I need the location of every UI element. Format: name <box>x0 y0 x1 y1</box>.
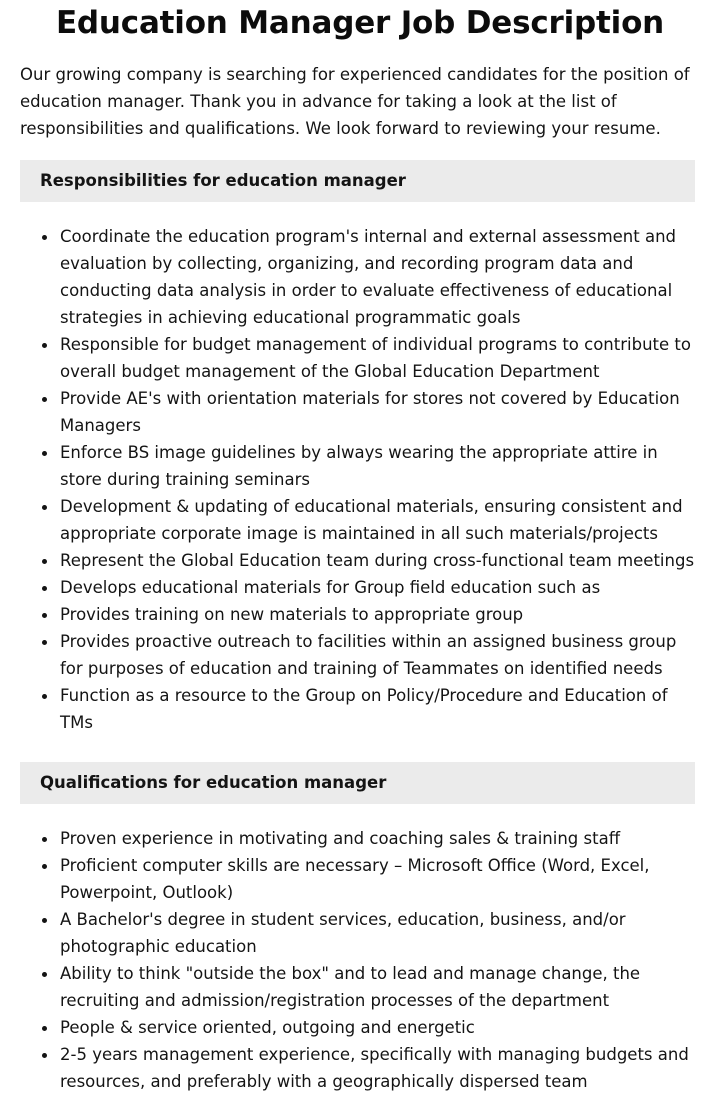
intro-paragraph: Our growing company is searching for experienced candidates for the position of education manager. Thank you in advance for taking a look at the list of responsibilities and qualifications. We look forward to reviewing your resume. <box>20 65 690 138</box>
responsibility-item: Function as a resource to the Group on Policy/Procedure and Education of TMs <box>60 682 696 736</box>
responsibilities-list <box>0 223 720 736</box>
qualification-item: Ability to think "outside the box" and to lead and manage change, the recruiting and admission/registration processes of the department <box>60 960 696 1014</box>
qualification-item: A Bachelor's degree in student services, education, business, and/or photographic education <box>60 906 696 960</box>
qualification-item: Proven experience in motivating and coaching sales & training staff <box>60 825 696 852</box>
qualifications-heading: Qualifications for education manager <box>20 762 695 804</box>
qualification-item: Proficient computer skills are necessary – Microsoft Office (Word, Excel, Powerpoint, Outlook) <box>60 852 696 906</box>
qualification-item: 2-5 years management experience, specifically with managing budgets and resources, and preferably with a geographically dispersed team <box>60 1041 696 1095</box>
page-title: Education Manager Job Description <box>55 5 665 41</box>
responsibility-item: Responsible for budget management of individual programs to contribute to overall budget management of the Global Education Department <box>60 331 696 385</box>
responsibility-item: Develops educational materials for Group field education such as <box>60 574 696 601</box>
responsibilities-heading: Responsibilities for education manager <box>20 160 695 202</box>
responsibility-item: Represent the Global Education team during cross-functional team meetings <box>60 547 696 574</box>
responsibility-item: Provide AE's with orientation materials for stores not covered by Education Managers <box>60 385 696 439</box>
qualifications-list <box>0 825 720 1095</box>
qualification-item: People & service oriented, outgoing and energetic <box>60 1014 696 1041</box>
responsibility-item: Provides training on new materials to appropriate group <box>60 601 696 628</box>
responsibility-item: Provides proactive outreach to facilities within an assigned business group for purposes of education and training of Teammates on identified needs <box>60 628 696 682</box>
responsibility-item: Development & updating of educational materials, ensuring consistent and appropriate corporate image is maintained in all such materials/projects <box>60 493 696 547</box>
responsibility-item: Coordinate the education program's internal and external assessment and evaluation by collecting, organizing, and recording program data and conducting data analysis in order to evaluate effectiveness of educational strategies in achieving educational programmatic goals <box>60 223 696 331</box>
responsibility-item: Enforce BS image guidelines by always wearing the appropriate attire in store during training seminars <box>60 439 696 493</box>
